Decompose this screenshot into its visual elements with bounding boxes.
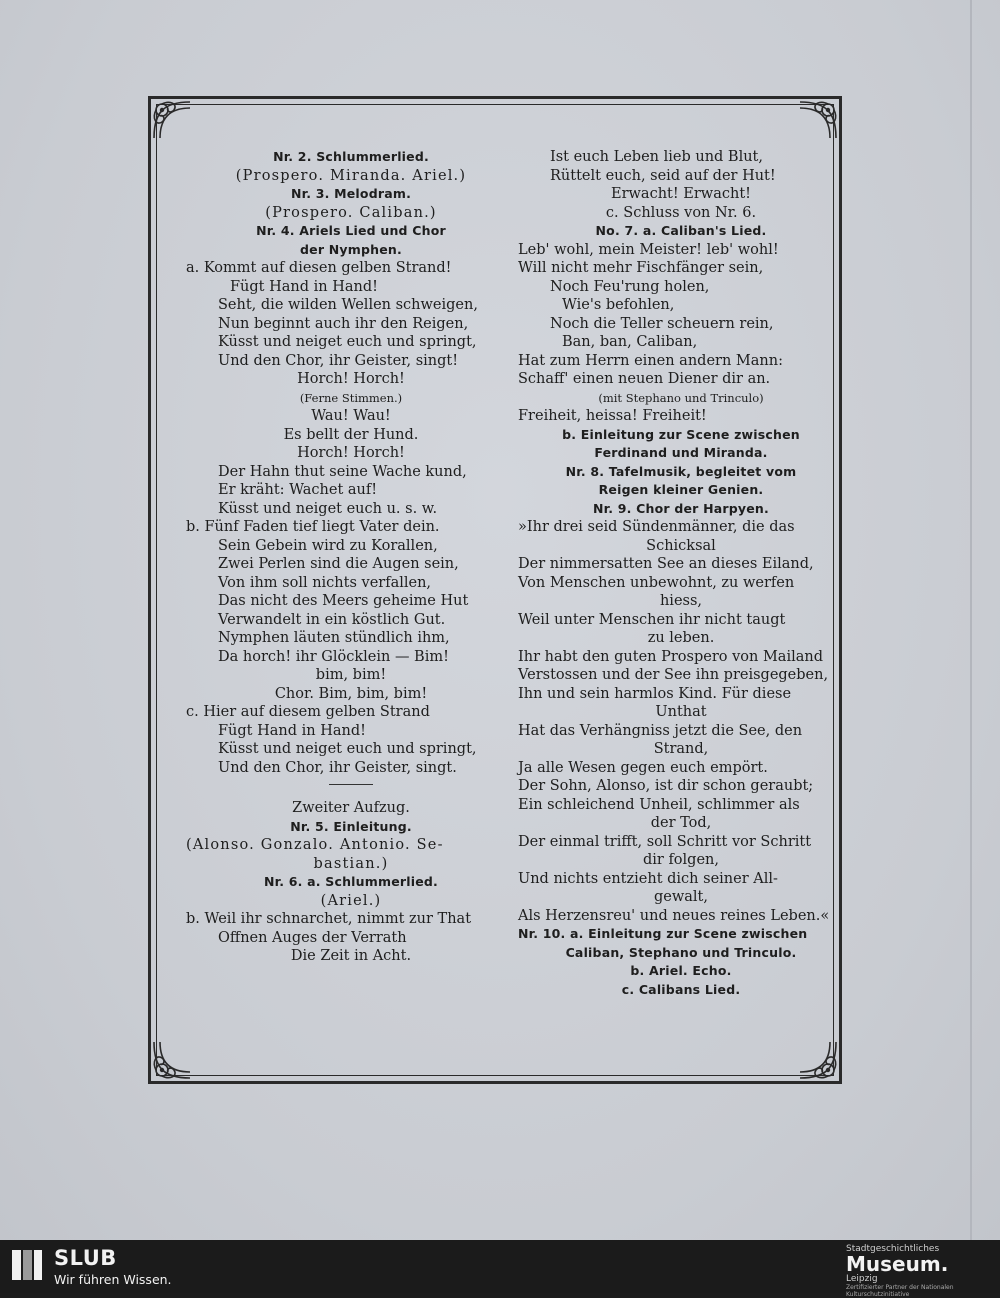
text-line: b. Weil ihr schnarchet, nimmt zur That <box>186 911 472 927</box>
text-line: Schaff' einen neuen Diener dir an. <box>518 371 771 387</box>
text-line: Nr. 5. Einleitung. <box>290 818 412 834</box>
text-line: Hat das Verhängniss jetzt die See, den <box>518 722 803 739</box>
page-fold <box>970 0 972 1240</box>
text-line: Verwandelt in ein köstlich Gut. <box>218 611 446 628</box>
text-line: a. Kommt auf diesen gelben Strand! <box>186 260 452 276</box>
text-line: Zwei Perlen sind die Augen sein, <box>218 556 459 572</box>
text-line: der Nymphen. <box>300 241 402 257</box>
museum-logo[interactable] <box>846 1244 986 1298</box>
text-line: Die Zeit in Acht. <box>290 948 412 964</box>
left-text-column <box>186 148 516 966</box>
text-line: Erwacht! Erwacht! <box>611 186 751 202</box>
text-line: Und den Chor, ihr Geister, singt! <box>218 352 459 369</box>
text-line: (Prospero. Caliban.) <box>265 204 437 221</box>
text-line: Noch die Teller scheuern rein, <box>550 315 774 332</box>
text-line: Nr. 3. Melodram. <box>290 186 412 201</box>
text-line: Weil unter Menschen ihr nicht taugt <box>518 611 786 628</box>
text-line: (Ferne Stimmen.) <box>299 390 403 405</box>
slub-logo-icon[interactable] <box>10 1248 44 1282</box>
text-line: Der Hahn thut seine Wache kund, <box>218 463 467 480</box>
text-line: Reigen kleiner Genien. <box>598 482 764 497</box>
text-line: Freiheit, heissa! Freiheit! <box>518 408 707 424</box>
text-line: Will nicht mehr Fischfänger sein, <box>518 260 764 276</box>
text-line: Er kräht: Wachet auf! <box>218 482 378 498</box>
text-line: Noch Feu'rung holen, <box>550 278 710 295</box>
text-line: Caliban, Stephano und Trinculo. <box>565 944 797 960</box>
text-line: Ferdinand und Miranda. <box>594 445 768 460</box>
text-line: Nr. 8. Tafelmusik, begleitet vom <box>565 463 797 479</box>
text-line: zu leben. <box>647 630 715 646</box>
text-line: Chor. Bim, bim, bim! <box>274 685 428 702</box>
museum-label-note: Zertifizierter Partner der Nationalen Kulturschutzinitiative <box>846 1284 954 1298</box>
text-line: Ban, ban, Caliban, <box>562 334 698 350</box>
text-line: Von ihm soll nichts verfallen, <box>218 574 432 591</box>
text-line: Seht, die wilden Wellen schweigen, <box>218 297 478 313</box>
text-line: (Prospero. Miranda. Ariel.) <box>235 167 467 184</box>
text-line: c. Hier auf diesem gelben Strand <box>186 704 430 720</box>
text-line: Offnen Auges der Verrath <box>218 929 407 946</box>
text-line: Küsst und neiget euch und springt, <box>218 741 477 757</box>
text-line: No. 7. a. Caliban's Lied. <box>595 223 767 238</box>
text-line: b. Einleitung zur Scene zwischen <box>562 426 800 442</box>
text-line: Als Herzensreu' und neues reines Leben.« <box>518 907 830 924</box>
corner-ornament-icon <box>150 1038 194 1082</box>
text-line: Verstossen und der See ihn preisgegeben, <box>518 667 829 683</box>
text-line: Zweiter Aufzug. <box>292 800 410 816</box>
text-line: Ihr habt den guten Prospero von Mailand <box>518 648 823 665</box>
text-line: Nr. 6. a. Schlummerlied. <box>263 874 438 889</box>
text-line: Ist euch Leben lieb und Blut, <box>550 149 763 165</box>
text-line: gewalt, <box>654 889 708 905</box>
section-divider <box>329 784 373 785</box>
text-line: Von Menschen unbewohnt, zu werfen <box>518 574 795 591</box>
corner-ornament-icon <box>150 98 194 142</box>
text-line: Der nimmersatten See an dieses Eiland, <box>518 556 814 572</box>
museum-label-name: Museum. <box>846 1252 949 1276</box>
corner-ornament-icon <box>796 1038 840 1082</box>
slub-brand-name[interactable]: SLUB <box>54 1246 117 1270</box>
text-line: (mit Stephano und Trinculo) <box>598 390 764 405</box>
text-line: Nr. 2. Schlummerlied. <box>273 149 429 164</box>
text-line: Und den Chor, ihr Geister, singt. <box>218 759 457 776</box>
text-line: dir folgen, <box>642 852 719 868</box>
text-line: c. Calibans Lied. <box>621 981 741 997</box>
text-line: hiess, <box>659 593 703 609</box>
text-line: Hat zum Herrn einen andern Mann: <box>518 352 783 369</box>
text-line: Nr. 4. Ariels Lied und Chor <box>256 223 446 238</box>
text-line: Strand, <box>653 741 709 757</box>
text-line: Küsst und neiget euch und springt, <box>218 334 477 350</box>
text-line: b. Fünf Faden tief liegt Vater dein. <box>186 519 440 535</box>
text-line: Horch! Horch! <box>297 445 405 461</box>
text-line: Leb' wohl, mein Meister! leb' wohl! <box>518 241 779 258</box>
text-line: bastian.) <box>313 855 389 872</box>
text-line: Sein Gebein wird zu Korallen, <box>218 537 438 554</box>
text-line: Fügt Hand in Hand! <box>230 278 378 295</box>
text-line: Wie's befohlen, <box>562 297 675 313</box>
right-text-column <box>518 148 844 999</box>
footer-bar <box>0 1240 1000 1298</box>
text-line: b. Ariel. Echo. <box>630 963 732 978</box>
slub-tagline: Wir führen Wissen. <box>54 1272 172 1287</box>
text-line: (Alonso. Gonzalo. Antonio. Se- <box>186 837 444 853</box>
text-line: Rüttelt euch, seid auf der Hut! <box>550 167 776 184</box>
text-line: bim, bim! <box>315 667 387 683</box>
text-line: »Ihr drei seid Sündenmänner, die das <box>518 519 795 535</box>
text-line: Unthat <box>655 704 707 720</box>
text-line: Es bellt der Hund. <box>283 426 419 443</box>
text-line: Nymphen läuten stündlich ihm, <box>218 630 450 646</box>
text-line: Schicksal <box>646 537 716 554</box>
museum-label-city: Leipzig <box>846 1274 878 1284</box>
text-line: Und nichts entzieht dich seiner All- <box>518 870 778 887</box>
text-line: Wau! Wau! <box>311 408 391 424</box>
text-line: Fügt Hand in Hand! <box>218 722 366 739</box>
museum-label-top: Stadtgeschichtliches <box>846 1244 940 1254</box>
text-line: Ja alle Wesen gegen euch empört. <box>518 759 768 776</box>
text-line: Nun beginnt auch ihr den Reigen, <box>218 315 469 332</box>
text-line: Der einmal trifft, soll Schritt vor Schritt <box>518 833 812 850</box>
text-line: Der Sohn, Alonso, ist dir schon geraubt; <box>518 778 814 794</box>
text-line: Horch! Horch! <box>297 371 405 387</box>
text-line: Nr. 9. Chor der Harpyen. <box>593 500 769 516</box>
text-line: Küsst und neiget euch u. s. w. <box>218 500 438 517</box>
text-line: Nr. 10. a. Einleitung zur Scene zwischen <box>518 926 808 941</box>
text-line: c. Schluss von Nr. 6. <box>605 204 757 221</box>
text-line: Da horch! ihr Glöcklein — Bim! <box>218 648 449 665</box>
text-line: (Ariel.) <box>320 892 382 909</box>
text-line: Ihn und sein harmlos Kind. Für diese <box>518 685 792 702</box>
text-line: Das nicht des Meers geheime Hut <box>218 593 469 609</box>
corner-ornament-icon <box>796 98 840 142</box>
text-line: der Tod, <box>650 815 712 831</box>
text-line: Ein schleichend Unheil, schlimmer als <box>518 796 800 813</box>
